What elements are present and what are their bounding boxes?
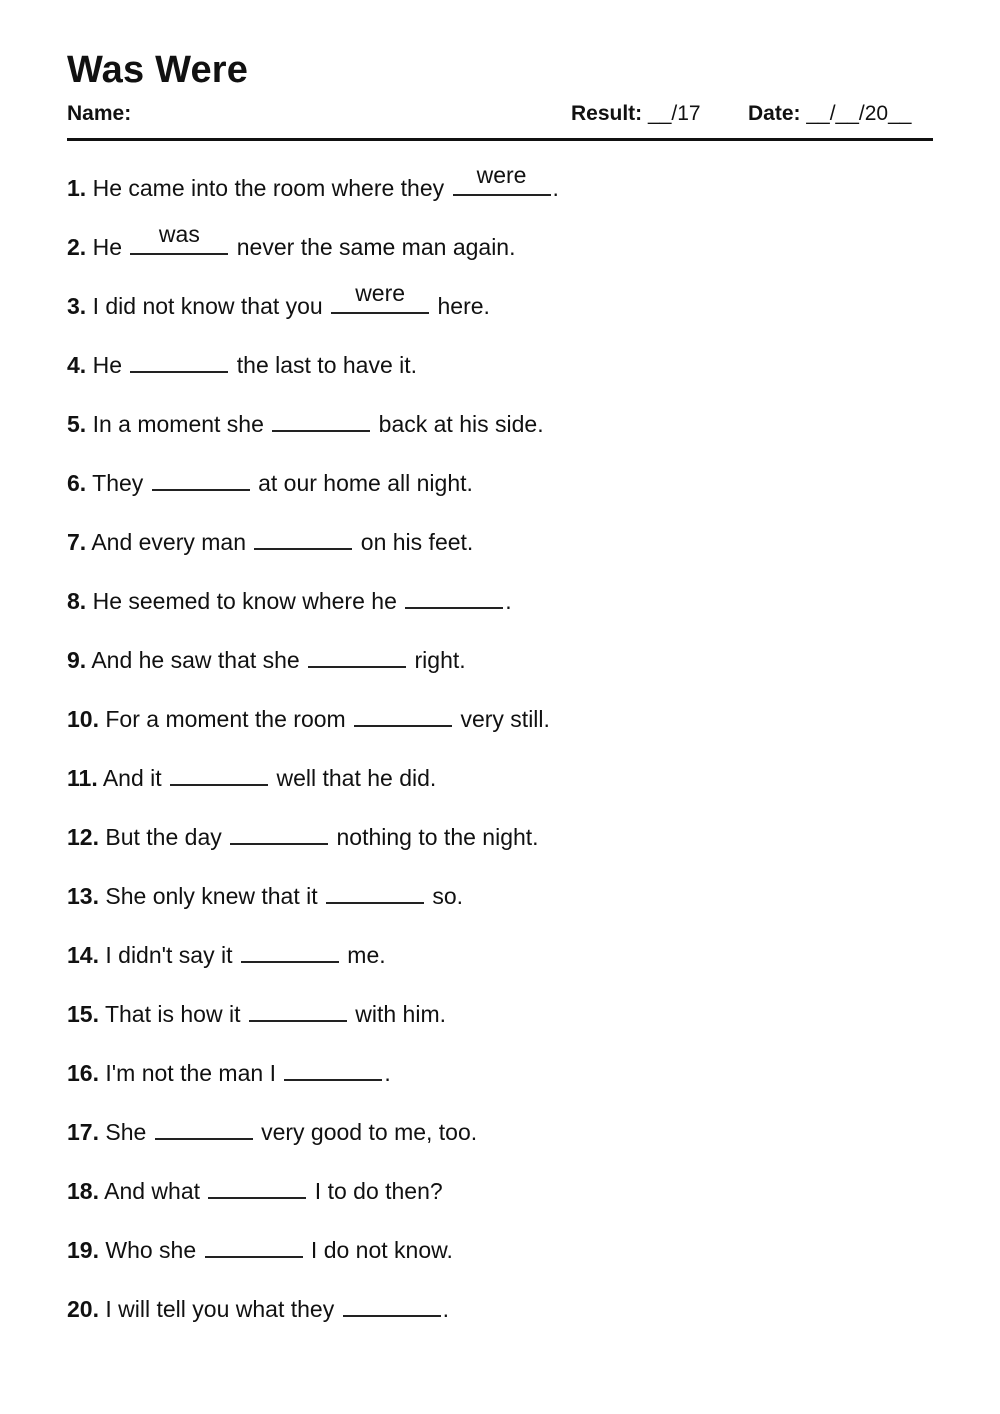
question-number: 2. <box>67 234 87 260</box>
question-item <box>67 876 463 908</box>
answer-blank[interactable] <box>308 640 406 668</box>
question-text-after: I do not know. <box>310 1237 453 1263</box>
question-text-after: well that he did. <box>276 765 437 791</box>
question-text-after: with him. <box>355 1001 446 1027</box>
answer-blank[interactable] <box>249 994 347 1022</box>
question-item <box>67 463 473 495</box>
question-number: 11. <box>67 765 98 791</box>
question-text-before: And what <box>104 1178 201 1204</box>
question-text-before: That is how it <box>104 1001 241 1027</box>
question-text-before: She <box>105 1119 147 1145</box>
question-text-before: I'm not the man I <box>105 1060 276 1086</box>
question-text-before: And every man <box>91 529 247 555</box>
question-item <box>67 1171 443 1203</box>
answer-blank[interactable] <box>130 345 228 373</box>
result-field <box>571 102 701 126</box>
question-item <box>67 817 539 849</box>
answer-blank[interactable] <box>284 1053 382 1081</box>
date-label: Date: <box>748 102 801 125</box>
worksheet-header <box>67 102 933 130</box>
question-text-before: He came into the room where they <box>92 175 445 201</box>
question-text-before: But the day <box>105 824 222 850</box>
question-text-after: so. <box>432 883 464 909</box>
question-text-before: Who she <box>105 1237 197 1263</box>
header-divider <box>67 138 933 141</box>
question-text-before: They <box>92 470 144 496</box>
question-item <box>67 640 466 672</box>
question-item <box>67 1289 449 1321</box>
question-text-before: He seemed to know where he <box>92 588 397 614</box>
question-number: 19. <box>67 1237 99 1263</box>
answer-blank[interactable] <box>354 699 452 727</box>
question-item <box>67 1053 391 1085</box>
answer-blank[interactable] <box>405 581 503 609</box>
question-text-after: . <box>505 588 512 614</box>
name-label: Name: <box>67 102 132 125</box>
answer-blank[interactable] <box>230 817 328 845</box>
question-text-before: He <box>92 352 122 378</box>
question-item <box>67 162 559 201</box>
answer-blank[interactable] <box>241 935 339 963</box>
question-item <box>67 994 446 1026</box>
answer-blank[interactable] <box>155 1112 253 1140</box>
question-number: 14. <box>67 942 99 968</box>
date-value: __/__/20__ <box>806 102 912 125</box>
question-text-after: me. <box>347 942 386 968</box>
question-item <box>67 522 473 554</box>
answer-blank[interactable] <box>272 404 370 432</box>
question-text-after: here. <box>437 293 490 319</box>
question-number: 12. <box>67 824 99 850</box>
question-text-after: right. <box>414 647 466 673</box>
question-number: 16. <box>67 1060 99 1086</box>
question-text-after: back at his side. <box>378 411 544 437</box>
question-item <box>67 699 550 731</box>
question-text-after: the last to have it. <box>236 352 418 378</box>
question-item <box>67 345 417 377</box>
question-number: 3. <box>67 293 87 319</box>
question-text-after: . <box>552 175 559 201</box>
question-text-after: I to do then? <box>314 1178 443 1204</box>
answer-blank[interactable] <box>453 162 551 196</box>
question-text-after: very good to me, too. <box>261 1119 478 1145</box>
question-item <box>67 758 436 790</box>
question-text-before: For a moment the room <box>105 706 346 732</box>
question-text-before: I didn't say it <box>105 942 233 968</box>
answer-text: were <box>476 162 527 188</box>
question-number: 4. <box>67 352 87 378</box>
question-text-after: . <box>384 1060 391 1086</box>
answer-blank[interactable] <box>326 876 424 904</box>
question-item <box>67 935 386 967</box>
question-item <box>67 1112 477 1144</box>
question-text-before: She only knew that it <box>105 883 318 909</box>
answer-text: were <box>355 280 406 306</box>
question-text-after: . <box>442 1296 449 1322</box>
question-item <box>67 404 544 436</box>
answer-blank[interactable] <box>254 522 352 550</box>
question-text-after: nothing to the night. <box>336 824 539 850</box>
question-number: 15. <box>67 1001 99 1027</box>
result-label: Result: <box>571 102 643 125</box>
question-number: 9. <box>67 647 87 673</box>
question-text-before: He <box>92 234 122 260</box>
question-text-before: And he saw that she <box>91 647 300 673</box>
question-text-after: very still. <box>460 706 550 732</box>
question-text-after: at our home all night. <box>258 470 473 496</box>
question-number: 18. <box>67 1178 99 1204</box>
question-number: 10. <box>67 706 99 732</box>
answer-blank[interactable] <box>152 463 250 491</box>
answer-blank[interactable] <box>130 221 228 255</box>
question-text-before: And it <box>102 765 162 791</box>
answer-blank[interactable] <box>205 1230 303 1258</box>
question-item <box>67 221 516 260</box>
question-number: 20. <box>67 1296 99 1322</box>
answer-blank[interactable] <box>170 758 268 786</box>
question-text-before: In a moment she <box>92 411 264 437</box>
question-number: 1. <box>67 175 87 201</box>
question-number: 13. <box>67 883 99 909</box>
date-field <box>748 102 911 126</box>
question-number: 17. <box>67 1119 99 1145</box>
answer-blank[interactable] <box>208 1171 306 1199</box>
question-text-after: on his feet. <box>360 529 474 555</box>
question-number: 7. <box>67 529 87 555</box>
worksheet-title: Was Were <box>67 49 249 91</box>
question-item <box>67 280 490 319</box>
question-item <box>67 1230 453 1262</box>
question-number: 8. <box>67 588 87 614</box>
answer-blank[interactable] <box>343 1289 441 1317</box>
answer-blank[interactable] <box>331 280 429 314</box>
result-value: __/17 <box>648 102 701 125</box>
question-text-before: I did not know that you <box>92 293 323 319</box>
question-item <box>67 581 512 613</box>
question-text-after: never the same man again. <box>236 234 516 260</box>
question-number: 5. <box>67 411 87 437</box>
question-number: 6. <box>67 470 87 496</box>
question-text-before: I will tell you what they <box>105 1296 335 1322</box>
answer-text: was <box>158 221 200 247</box>
